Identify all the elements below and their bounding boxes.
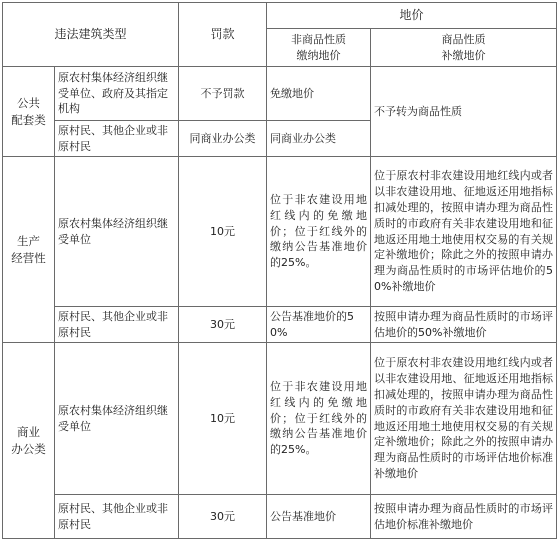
header-commercial: 商品性质 补缴地价 [371, 29, 557, 67]
subject-cell: 原农村集体经济组织继受单位 [55, 343, 179, 495]
table-row [3, 67, 557, 121]
table-row [3, 495, 557, 539]
commercial-cell: 位于原农村非农建设用地红线内或者以非农建设用地、征地返还用地指标扣减处理的，按照申请办理为商品性质时的市政府有关非农建设用地和征地返还用地土地使用权交易的有关规定补缴地价；除此之外的按照申请办理为商品性质时的市场评估地价标准补缴地价 [371, 343, 557, 495]
commercial-cell: 不予转为商品性质 [371, 67, 557, 157]
table-row [3, 157, 557, 307]
commercial-cell: 按照申请办理为商品性质时的市场评估地价标准补缴地价 [371, 495, 557, 539]
fine-cell: 10元 [179, 157, 267, 307]
subject-cell: 原村民、其他企业或非原村民 [55, 495, 179, 539]
subject-cell: 原农村集体经济组织继受单位、政府及其指定机构 [55, 67, 179, 121]
header-row [3, 3, 557, 29]
fine-cell: 10元 [179, 343, 267, 495]
header-type: 违法建筑类型 [3, 3, 179, 67]
non-commercial-cell: 公告基准地价的50% [267, 307, 371, 343]
subject-cell: 原农村集体经济组织继受单位 [55, 157, 179, 307]
table-row [3, 307, 557, 343]
category-public: 公共 配套类 [3, 67, 55, 157]
fine-cell: 不予罚款 [179, 67, 267, 121]
header-fine: 罚款 [179, 3, 267, 67]
non-commercial-cell: 公告基准地价 [267, 495, 371, 539]
subject-cell: 原村民、其他企业或非原村民 [55, 121, 179, 157]
land-price-table [2, 2, 557, 539]
non-commercial-cell: 同商业办公类 [267, 121, 371, 157]
non-commercial-cell: 免缴地价 [267, 67, 371, 121]
fine-cell: 同商业办公类 [179, 121, 267, 157]
header-land-price: 地价 [267, 3, 557, 29]
subject-cell: 原村民、其他企业或非原村民 [55, 307, 179, 343]
non-commercial-cell: 位于非农建设用地红线内的免缴地价；位于红线外的缴纳公告基准地价的25%。 [267, 157, 371, 307]
table-row [3, 343, 557, 495]
fine-cell: 30元 [179, 495, 267, 539]
category-production: 生产 经营性 [3, 157, 55, 343]
header-non-commercial: 非商品性质 缴纳地价 [267, 29, 371, 67]
commercial-cell: 位于原农村非农建设用地红线内或者以非农建设用地、征地返还用地指标扣减处理的，按照申请办理为商品性质时的市政府有关非农建设用地和征地返还用地土地使用权交易的有关规定补缴地价；除此之外的按照申请办理为商品性质时的市场评估地价的50%补缴地价 [371, 157, 557, 307]
commercial-cell: 按照申请办理为商品性质时的市场评估地价的50%补缴地价 [371, 307, 557, 343]
fine-cell: 30元 [179, 307, 267, 343]
category-business: 商业 办公类 [3, 343, 55, 539]
non-commercial-cell: 位于非农建设用地红线内的免缴地价；位于红线外的缴纳公告基准地价的25%。 [267, 343, 371, 495]
